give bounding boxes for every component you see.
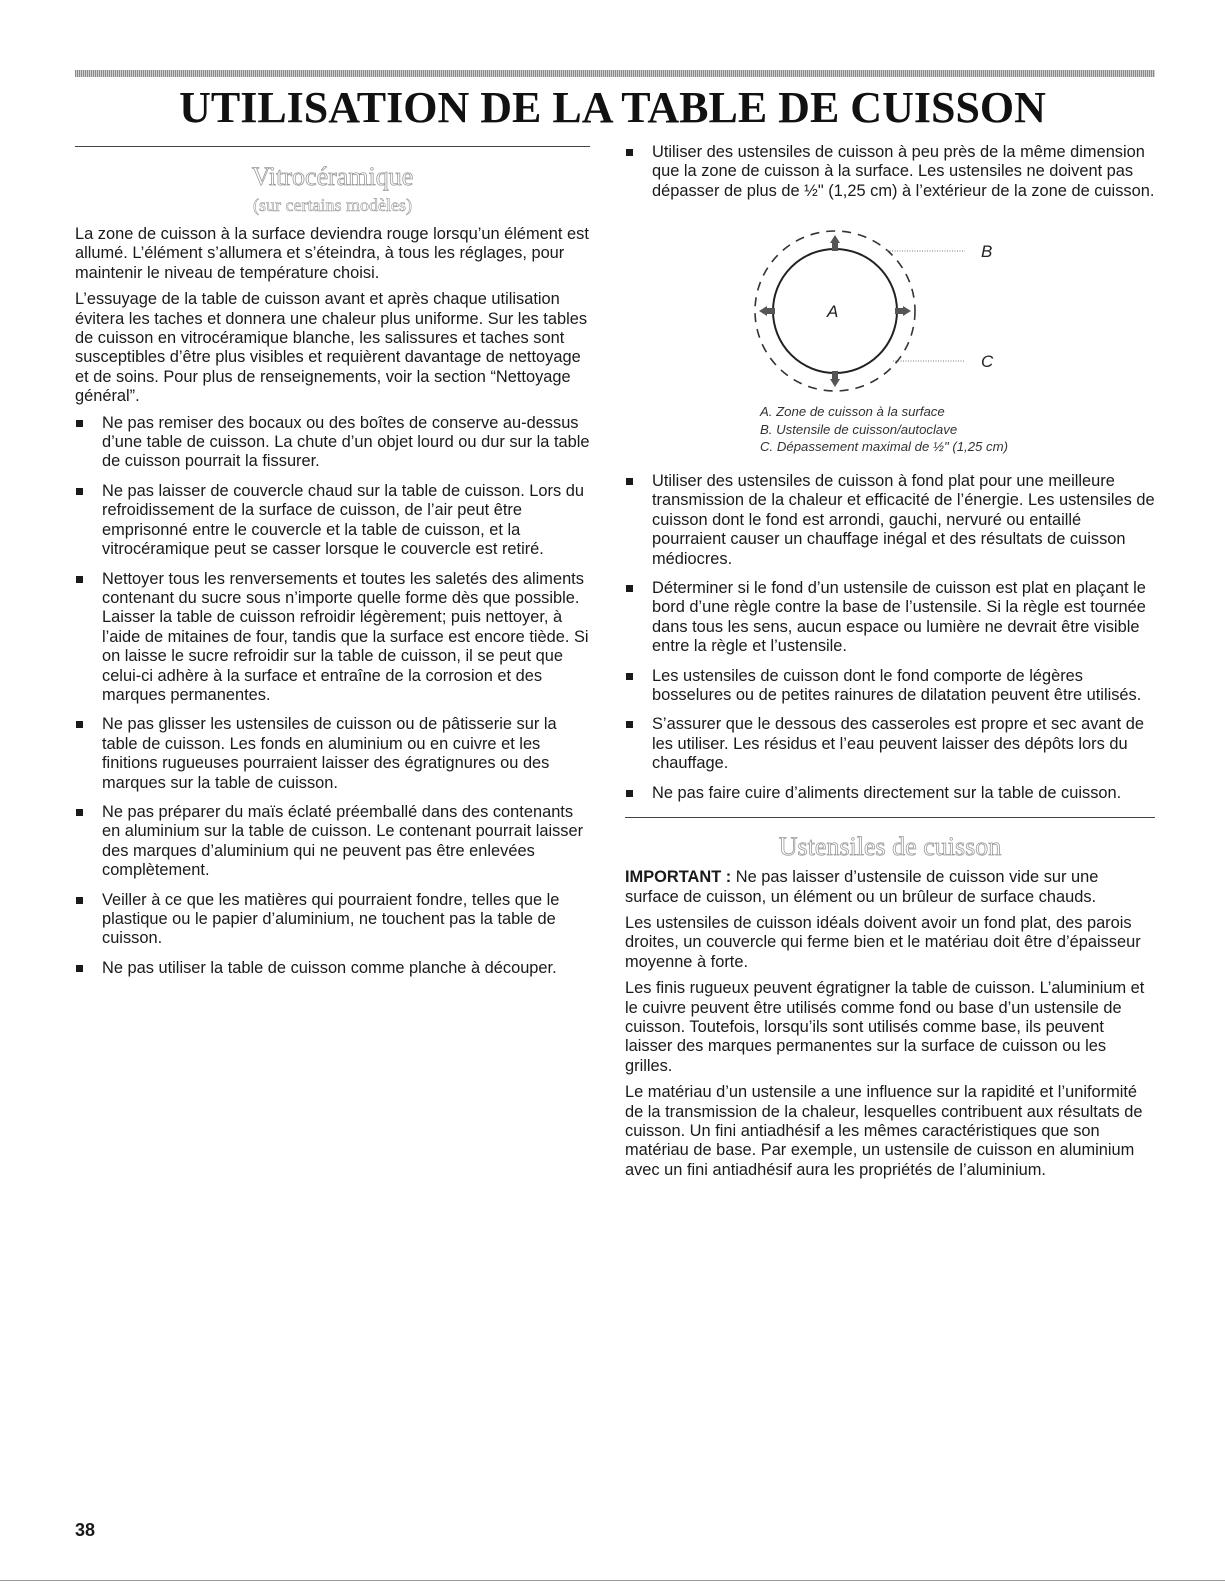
section-subheading: (sur certains modèles) xyxy=(253,195,412,215)
paragraph: Les finis rugueux peuvent égratigner la table de cuisson. L’aluminium et le cuivre peuvent être utilisés comme fond ou base d’un ustensile de cuisson. Toutefois, lorsqu’ils sont utilisés comme base, ils peuvent laisser des marques permanentes sur la surface de cuisson ou les grilles. xyxy=(625,979,1145,1075)
list-item: Ne pas faire cuire d’aliments directement sur la table de cuisson. xyxy=(625,784,1155,803)
list-item: Ne pas utiliser la table de cuisson comme planche à découper. xyxy=(75,959,590,978)
list-item: Ne pas préparer du maïs éclaté préemballé dans des contenants en aluminium sur la table de cuisson. Le contenant pourrait laisser des marques d’aluminium qui ne peuvent pas être enlevées complètement. xyxy=(75,803,590,881)
section-rule xyxy=(75,146,590,147)
diagram-caption: A. Zone de cuisson à la surface xyxy=(760,404,945,420)
diagram-label-c: C xyxy=(981,352,994,372)
cookware-size-diagram xyxy=(625,211,1155,411)
bottom-rule xyxy=(0,1580,1225,1581)
important-text: Ne pas laisser d’ustensile de cuisson vide sur une surface de cuisson, un élément ou un brûleur de surface chauds. xyxy=(625,868,1099,906)
list-item: Ne pas laisser de couvercle chaud sur la table de cuisson. Lors du refroidissement de la surface de cuisson, de l’air peut être emprisonné entre le couvercle et la table de cuisson, et la vitrocéramique peut se casser lorsque le couvercle est retiré. xyxy=(75,482,590,560)
list-item: Nettoyer tous les renversements et toutes les saletés des aliments contenant du sucre sous n’importe quelle forme dès que possible. Laisser la table de cuisson refroidir légèrement; puis nettoyer, à l’aide de mitaines de four, tandis que la surface est encore tiède. Si on laisse le sucre refroidir sur la table de cuisson, il se peut que celui-ci adhère à la surface et entraîne de la corrosion et des marques permanentes. xyxy=(75,570,590,706)
diagram-caption: C. Dépassement maximal de ½" (1,25 cm) xyxy=(760,439,1009,455)
list-item: Ne pas remiser des bocaux ou des boîtes de conserve au-dessus d’une table de cuisson. La chute d’un objet lourd ou dur sur la table de cuisson pourrait la fissurer. xyxy=(75,414,590,472)
list-item: Utiliser des ustensiles de cuisson à peu près de la même dimension que la zone de cuisson à la surface. Les ustensiles ne doivent pas dépasser de plus de ½" (1,25 cm) à l’extérieur de la zone de cuisson. xyxy=(625,143,1155,201)
section-rule xyxy=(625,817,1155,818)
left-column xyxy=(75,146,590,988)
diagram-label-a: A xyxy=(827,302,839,322)
list-item: Les ustensiles de cuisson dont le fond comporte de légères bosselures ou de petites rainures de dilatation peuvent être utilisés. xyxy=(625,667,1155,706)
paragraph: L’essuyage de la table de cuisson avant et après chaque utilisation évitera les taches et donnera une chaleur plus uniforme. Sur les tables de cuisson en vitrocéramique blanche, les salissures et taches sont susceptibles d’être plus visibles et requièrent davantage de nettoyage et de soins. Pour plus de renseignements, voir la section “Nettoyage général”. xyxy=(75,290,588,406)
right-column xyxy=(625,143,1155,1187)
list-item: Déterminer si le fond d’un ustensile de cuisson est plat en plaçant le bord d’une règle contre la base de l’ustensile. Si la règle est tournée dans tous les sens, aucun espace ou lumière ne devrait être visible entre la règle et l’ustensile. xyxy=(625,579,1155,657)
page-title: UTILISATION DE LA TABLE DE CUISSON xyxy=(179,83,1046,132)
important-note xyxy=(625,868,1155,907)
cookware-diagram-svg xyxy=(625,211,1155,411)
list-item: Utiliser des ustensiles de cuisson à fond plat pour une meilleure transmission de la chaleur et efficacité de l’énergie. Les ustensiles de cuisson dont le fond est arrondi, gauchi, nervuré ou entaillé pourraient causer un chauffage inégal et des résultats de cuisson médiocres. xyxy=(625,472,1155,569)
section-heading-ustensiles: Ustensiles de cuisson xyxy=(778,832,1002,862)
page-number: 38 xyxy=(75,1520,96,1540)
diagram-label-b: B xyxy=(981,242,993,262)
important-label: IMPORTANT : xyxy=(625,868,732,887)
list-item: S’assurer que le dessous des casseroles est propre et sec avant de les utiliser. Les résidus et l’eau peuvent laisser des dépôts lors du chauffage. xyxy=(625,715,1155,773)
list-item: Ne pas glisser les ustensiles de cuisson ou de pâtisserie sur la table de cuisson. Les fonds en aluminium ou en cuivre et les finitions rugueuses pourraient laisser des égratignures ou des marques sur la table de cuisson. xyxy=(75,715,590,793)
section-heading-vitroceramique: Vitrocéramique xyxy=(251,162,414,191)
paragraph: La zone de cuisson à la surface deviendra rouge lorsqu’un élément est allumé. L’élément s’allumera et s’éteindra, à tous les réglages, pour maintenir le niveau de température choisi. xyxy=(75,225,589,282)
diagram-caption: B. Ustensile de cuisson/autoclave xyxy=(760,421,958,437)
paragraph: Les ustensiles de cuisson idéals doivent avoir un fond plat, des parois droites, un couvercle qui ferme bien et le matériau doit être d’épaisseur moyenne à forte. xyxy=(625,913,1141,971)
top-decorative-rule xyxy=(75,70,1155,77)
paragraph: Le matériau d’un ustensile a une influence sur la rapidité et l’uniformité de la transmission de la chaleur, lesquelles contribuent aux résultats de cuisson. Un fini antiadhésif a les mêmes caractéristiques que son matériau de base. Par exemple, un ustensile de cuisson en aluminium avec un fini antiadhésif aura les propriétés de l’aluminium. xyxy=(625,1083,1143,1179)
list-item: Veiller à ce que les matières qui pourraient fondre, telles que le plastique ou le papier d’aluminium, ne touchent pas la table de cuisson. xyxy=(75,891,590,949)
